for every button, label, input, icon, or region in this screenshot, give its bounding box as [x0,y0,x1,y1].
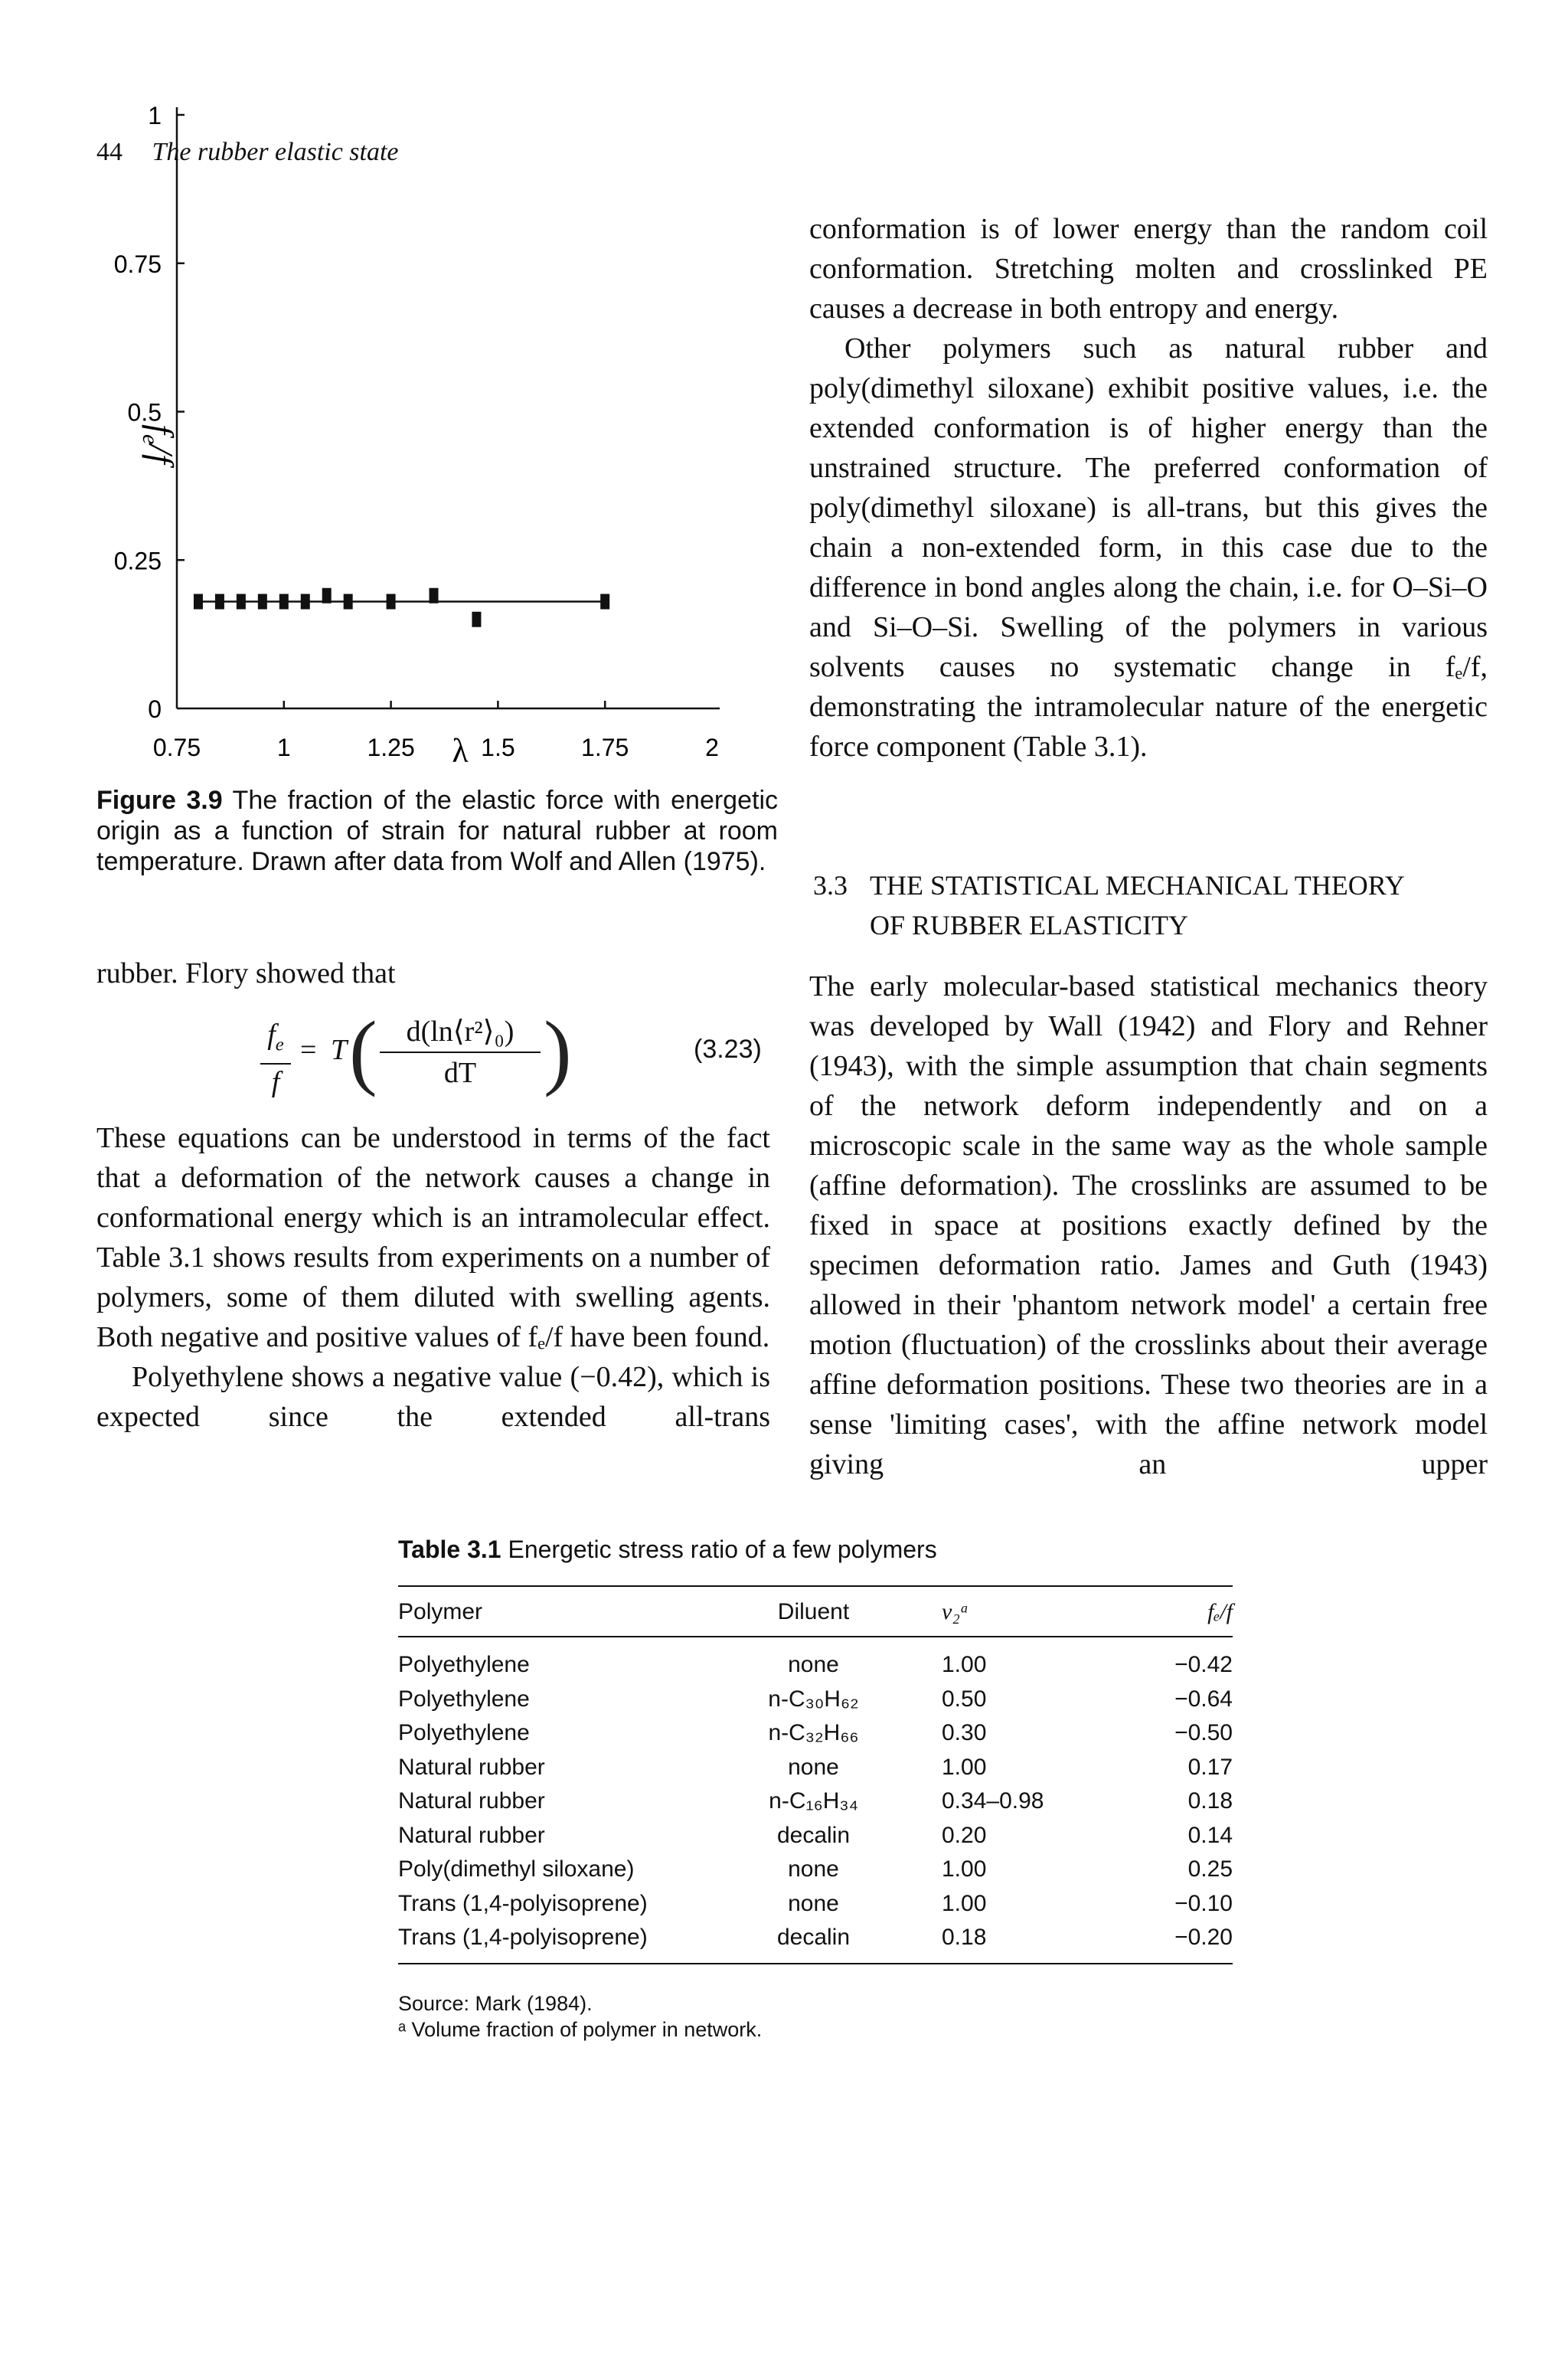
cell-v2: 1.00 [942,1652,987,1677]
cell-v2: 1.00 [942,1754,987,1780]
chart-axes [177,107,720,708]
cell-polymer: Natural rubber [398,1754,545,1780]
figure-caption-text: The fraction of the elastic force with energetic origin as a function of strain for natural rubber at room temperature. Drawn after data from Wolf and Allen (1975). [96,786,778,876]
cell-polymer: Polyethylene [398,1720,530,1745]
eq-number: (3.23) [694,1035,762,1064]
table-row [398,1784,1233,1819]
y-tick-label: 0 [148,695,162,723]
table-row [398,1887,1233,1922]
y-ticks [114,102,185,723]
eq-lhs-den: f [271,1065,280,1098]
right-column-top [809,209,1488,767]
data-point [472,612,481,627]
table-row [398,1819,1233,1853]
data-point [279,594,289,610]
cell-v2: 1.00 [942,1890,987,1916]
cell-diluent: none [788,1652,839,1677]
cell-polymer: Natural rubber [398,1822,545,1848]
data-point [194,594,203,610]
table-footnote: ᵃ Volume fraction of polymer in network. [398,2017,763,2041]
cell-fe-f: 0.18 [1187,1788,1233,1814]
table-footnotes [398,1990,1233,2043]
y-tick-label: 0.75 [113,250,162,278]
section-title-2: OF RUBBER ELASTICITY [870,910,1189,940]
figure-caption [96,785,778,877]
eq-lhs-sub: e [275,1034,284,1055]
eq-rhs-fraction [380,1015,541,1090]
section-heading-line-1 [813,865,1405,905]
section-title-1: THE STATISTICAL MECHANICAL THEORY [870,870,1405,901]
x-tick-label: 2 [705,734,719,761]
ylabel-sub: e [138,433,163,445]
eq-lhs-fraction [260,1019,291,1098]
eq-T: T [331,1034,348,1066]
y-axis-label [138,424,181,469]
eq-right-paren: ) [544,1004,572,1097]
table-header-row [398,1587,1233,1636]
page-number: 44 [96,138,122,166]
table-bottom-rule [398,1963,1233,1964]
cell-fe-f: −0.10 [1174,1890,1233,1916]
data-point [215,594,224,610]
left-column-top [96,953,770,993]
table-label: Table 3.1 [398,1536,501,1563]
ylabel-rest: /f [142,444,181,464]
table-row [398,1648,1233,1683]
eq-lhs-bar [260,1063,291,1065]
x-tick-label: 1.25 [367,734,415,761]
data-point [258,594,267,610]
section-heading [813,865,1405,945]
cell-diluent: none [788,1754,839,1780]
y-tick-label: 0.25 [113,547,162,575]
cell-diluent: decalin [776,1822,851,1848]
table-body [398,1648,1233,1955]
figure-caption-label: Figure 3.9 [96,786,223,815]
cell-polymer: Trans (1,4-polyisoprene) [398,1925,648,1950]
cell-polymer: Natural rubber [398,1788,545,1814]
running-header [96,138,399,167]
x-axis-label: λ [452,732,469,770]
cell-v2: 0.18 [942,1925,987,1950]
left-paragraph-2: These equations can be understood in terms of the fact that a deformation of the network causes a change in conformational energy which is an intramolecular effect. Table 3.1 shows results from experiments on a number of polymers, some of them diluted with swelling agents. Both negative and positive values of fₑ/f have been found. [96,1122,770,1353]
cell-polymer: Poly(dimethyl siloxane) [398,1856,635,1882]
cell-polymer: Polyethylene [398,1686,530,1712]
x-tick-label: 1.5 [481,734,515,761]
eq-lhs-num [260,1019,291,1061]
x-ticks [153,701,719,761]
cell-fe-f: −0.64 [1174,1686,1233,1712]
cell-v2: 1.00 [942,1856,987,1882]
header-fe-f: fₑ/f [1207,1599,1233,1624]
eq-rhs-bar [380,1052,541,1053]
cell-fe-f: −0.20 [1174,1925,1233,1950]
table-source: Source: Mark (1984). [398,1991,593,2015]
table-header-rule [398,1636,1233,1637]
cell-diluent: n-C₃₀H₆₂ [768,1686,859,1712]
cell-fe-f: −0.42 [1174,1652,1233,1677]
cell-diluent: n-C₃₂H₆₆ [768,1720,859,1745]
table-title [398,1536,1233,1564]
left-column-bottom [96,1118,770,1437]
table-row [398,1921,1233,1955]
eq-rhs-num: d(ln⟨r²⟩₀) [406,1016,514,1048]
x-tick-label: 0.75 [152,734,201,761]
ylabel-f: f [142,424,181,434]
cell-fe-f: 0.25 [1187,1856,1233,1882]
eq-equals: = [300,1034,317,1066]
table-row [398,1751,1233,1785]
header-diluent: Diluent [777,1599,850,1624]
data-point [322,588,332,603]
table-row [398,1716,1233,1751]
cell-polymer: Trans (1,4-polyisoprene) [398,1890,648,1916]
right-column-bottom [809,967,1488,1484]
data-point [387,594,396,610]
data-point [430,588,439,603]
running-title: The rubber elastic state [152,138,399,166]
right-paragraph-1: conformation is of lower energy than the random coil conformation. Stretching molten and crosslinked PE causes a decrease in both entropy and energy. [809,213,1488,325]
table-caption: Energetic stress ratio of a few polymers [508,1536,937,1563]
cell-polymer: Polyethylene [398,1652,530,1677]
cell-fe-f: −0.50 [1174,1720,1233,1745]
cell-diluent: decalin [776,1925,851,1950]
section-number: 3.3 [813,870,848,901]
header-v2: v₂ᵃ [942,1599,969,1624]
right-paragraph-2: Other polymers such as natural rubber and poly(dimethyl siloxane) exhibit positive values, i.e. the extended conformation is of higher energy than the unstrained structure. The preferred conformation of poly(dimethyl siloxane) is all-trans, but this gives the chain a non-extended form, in this case due to the difference in bond angles along the chain, i.e. for O–Si–O and Si–O–Si. Swelling of the polymers in various solvents causes no systematic change in fₑ/f, demonstrating the intramolecular nature of the energetic force component (Table 3.1). [809,332,1488,763]
data-point [301,594,310,610]
table-row [398,1853,1233,1887]
cell-v2: 0.50 [942,1686,987,1712]
cell-v2: 0.30 [942,1720,987,1745]
eq-lhs-f: f [267,1019,276,1051]
data-point [600,594,609,610]
cell-diluent: none [788,1856,839,1882]
data-point [344,594,353,610]
equation-3-23 [260,999,781,1099]
cell-v2: 0.34–0.98 [942,1788,1044,1814]
left-paragraph-1: rubber. Flory showed that [96,957,396,989]
table-row [398,1683,1233,1717]
data-point [237,594,246,610]
eq-left-paren: ( [349,1004,377,1097]
table-3-1 [398,1536,1233,2043]
cell-fe-f: 0.14 [1187,1822,1233,1848]
x-tick-label: 1.75 [581,734,629,761]
eq-rhs-den: dT [443,1057,477,1089]
left-paragraph-3: Polyethylene shows a negative value (−0.42), which is expected since the extended all-trans [96,1361,770,1433]
right-paragraph-3: The early molecular-based statistical mechanics theory was developed by Wall (1942) and Flory and Rehner (1943), with the simple assumption that chain segments of the network deform independently and on a microscopic scale in the same way as the whole sample (affine deformation). The crosslinks are assumed to be fixed in space at positions exactly defined by the specimen deformation ratio. James and Guth (1943) allowed in their 'phantom network model' a certain free motion (fluctuation) of the crosslinks about their average affine deformation positions. These two theories are in a sense 'limiting cases', with the affine network model giving an upper [809,970,1488,1480]
cell-fe-f: 0.17 [1187,1754,1233,1780]
y-tick-label: 0.5 [127,398,162,427]
header-polymer: Polymer [398,1599,483,1624]
y-tick-label: 1 [148,102,162,129]
cell-v2: 0.20 [942,1822,987,1848]
data-points [194,588,609,627]
x-tick-label: 1 [276,734,291,761]
cell-diluent: n-C₁₆H₃₄ [769,1788,858,1814]
cell-diluent: none [788,1890,839,1916]
